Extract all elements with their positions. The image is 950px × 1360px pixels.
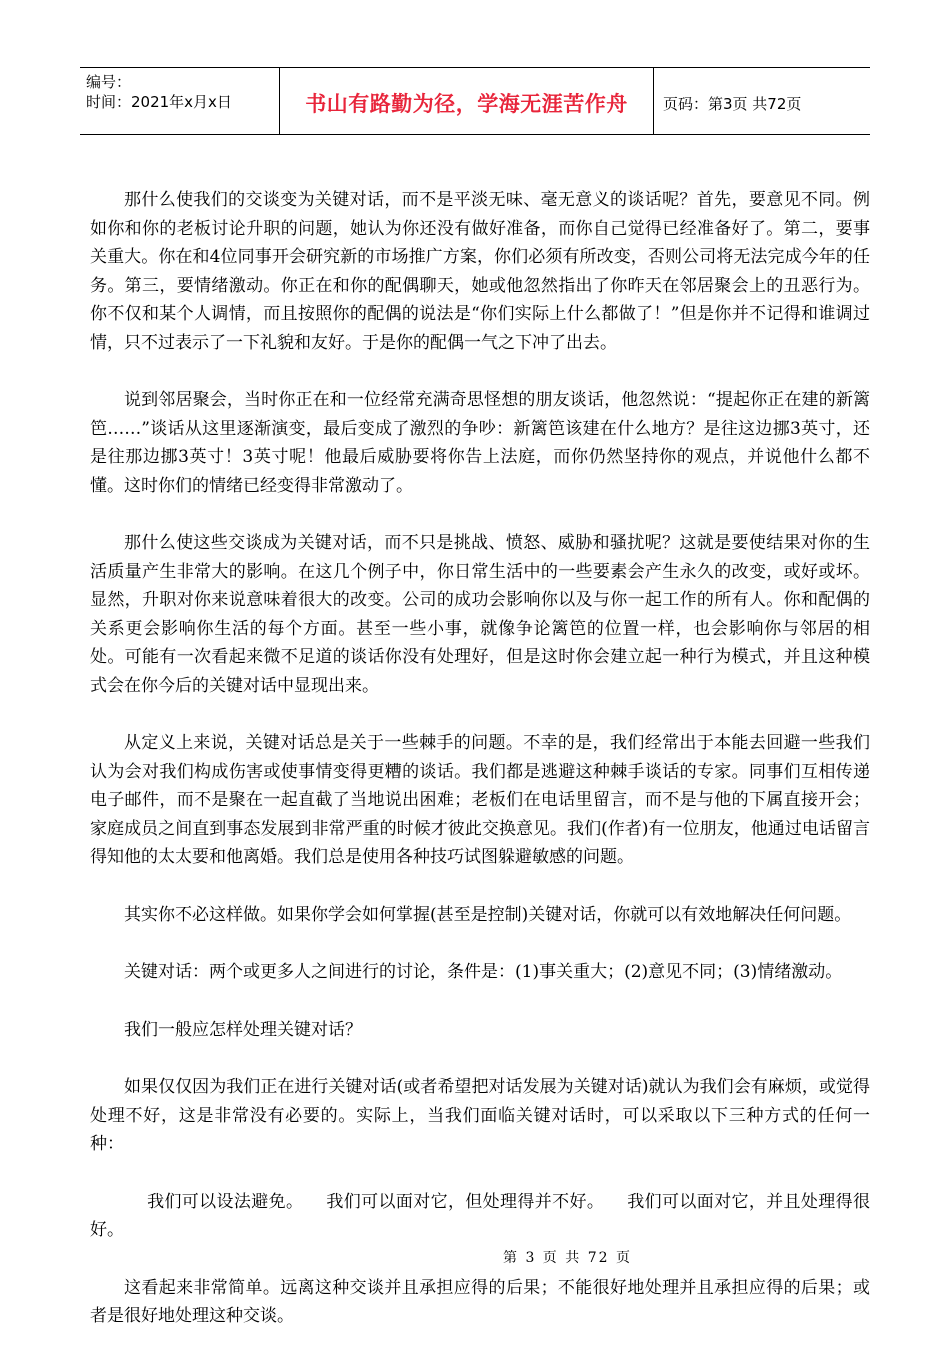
header-page-info: 页码：第3页 共72页 (663, 94, 802, 113)
paragraph: 这看起来非常简单。远离这种交谈并且承担应得的后果；不能很好地处理并且承担应得的后果；或者是很好地处理这种交谈。 (90, 1277, 870, 1326)
document-number-label: 编号： (86, 73, 132, 91)
paragraph: 其实你不必这样做。如果你学会如何掌握(甚至是控制)关键对话，你就可以有效地解决任何问题。 (124, 904, 852, 925)
paragraph: 从定义上来说，关键对话总是关于一些棘手的问题。不幸的是，我们经常出于本能去回避一些我们认为会对我们构成伤害或使事情变得更糟的谈话。我们都是逃避这种棘手谈话的专家。同事们互相传递电子邮件，而不是聚在一起直截了当地说出困难；老板们在电话里留言，而不是与他的下属直接开会；家庭成员之间直到事态发展到非常严重的时候才彼此交换意见。我们(作者)有一位朋友，他通过电话留言得知他的太太要和他离婚。我们总是使用各种技巧试图躲避敏感的问题。 (90, 733, 870, 867)
document-body (90, 186, 870, 1360)
definition-paragraph: 关键对话：两个或更多人之间进行的讨论，条件是：(1)事关重大；(2)意见不同；(3)情绪激动。 (124, 962, 843, 982)
page-header (80, 67, 870, 135)
options-paragraph: 我们可以设法避免。 我们可以面对它，但处理得并不好。 我们可以面对它，并且处理得很好。 (90, 1191, 870, 1240)
header-meta (80, 68, 280, 134)
header-motto-cell (280, 68, 654, 134)
paragraph: 那什么使我们的交谈变为关键对话，而不是平淡无味、毫无意义的谈话呢？首先，要意见不同。例如你和你的老板讨论升职的问题，她认为你还没有做好准备，而你自己觉得已经准备好了。第二，要事关重大。你在和4位同事开会研究新的市场推广方案，你们必须有所改变，否则公司将无法完成今年的任务。第三，要情绪激动。你正在和你的配偶聊天，她或他忽然指出了你昨天在邻居聚会上的丑恶行为。你不仅和某个人调情，而且按照你的配偶的说法是“你们实际上什么都做了！”但是你并不记得和谁调过情，只不过表示了一下礼貌和友好。于是你的配偶一气之下冲了出去。 (90, 190, 870, 353)
page-footer: 第 3 页 共 72 页 (503, 1250, 632, 1266)
question-paragraph: 我们一般应怎样处理关键对话？ (124, 1019, 362, 1040)
paragraph: 如果仅仅因为我们正在进行关键对话(或者希望把对话发展为关键对话)就认为我们会有麻烦，或觉得处理不好，这是非常没有必要的。实际上，当我们面临关键对话时，可以采取以下三种方式的任何一种： (90, 1077, 870, 1154)
document-date: 时间：2021年x月x日 (86, 93, 232, 111)
paragraph: 说到邻居聚会，当时你正在和一位经常充满奇思怪想的朋友谈话，他忽然说：“提起你正在建的新篱笆……”谈话从这里逐渐演变，最后变成了激烈的争吵：新篱笆该建在什么地方？是往这边挪3英寸，还是往那边挪3英寸！3英寸呢！他最后威胁要将你告上法庭，而你仍然坚持你的观点，并说他什么都不懂。这时你们的情绪已经变得非常激动了。 (90, 390, 870, 496)
header-motto: 书山有路勤为径，学海无涯苦作舟 (305, 92, 628, 116)
paragraph: 那什么使这些交谈成为关键对话，而不只是挑战、愤怒、威胁和骚扰呢？这就是要使结果对你的生活质量产生非常大的影响。在这几个例子中，你日常生活中的一些要素会产生永久的改变，或好或坏。显然，升职对你来说意味着很大的改变。公司的成功会影响你以及与你一起工作的所有人。你和配偶的关系更会影响你生活的每个方面。甚至一些小事，就像争论篱笆的位置一样，也会影响你与邻居的相处。可能有一次看起来微不足道的谈话你没有处理好，但是这时你会建立起一种行为模式，并且这种模式会在你今后的关键对话中显现出来。 (90, 533, 870, 696)
